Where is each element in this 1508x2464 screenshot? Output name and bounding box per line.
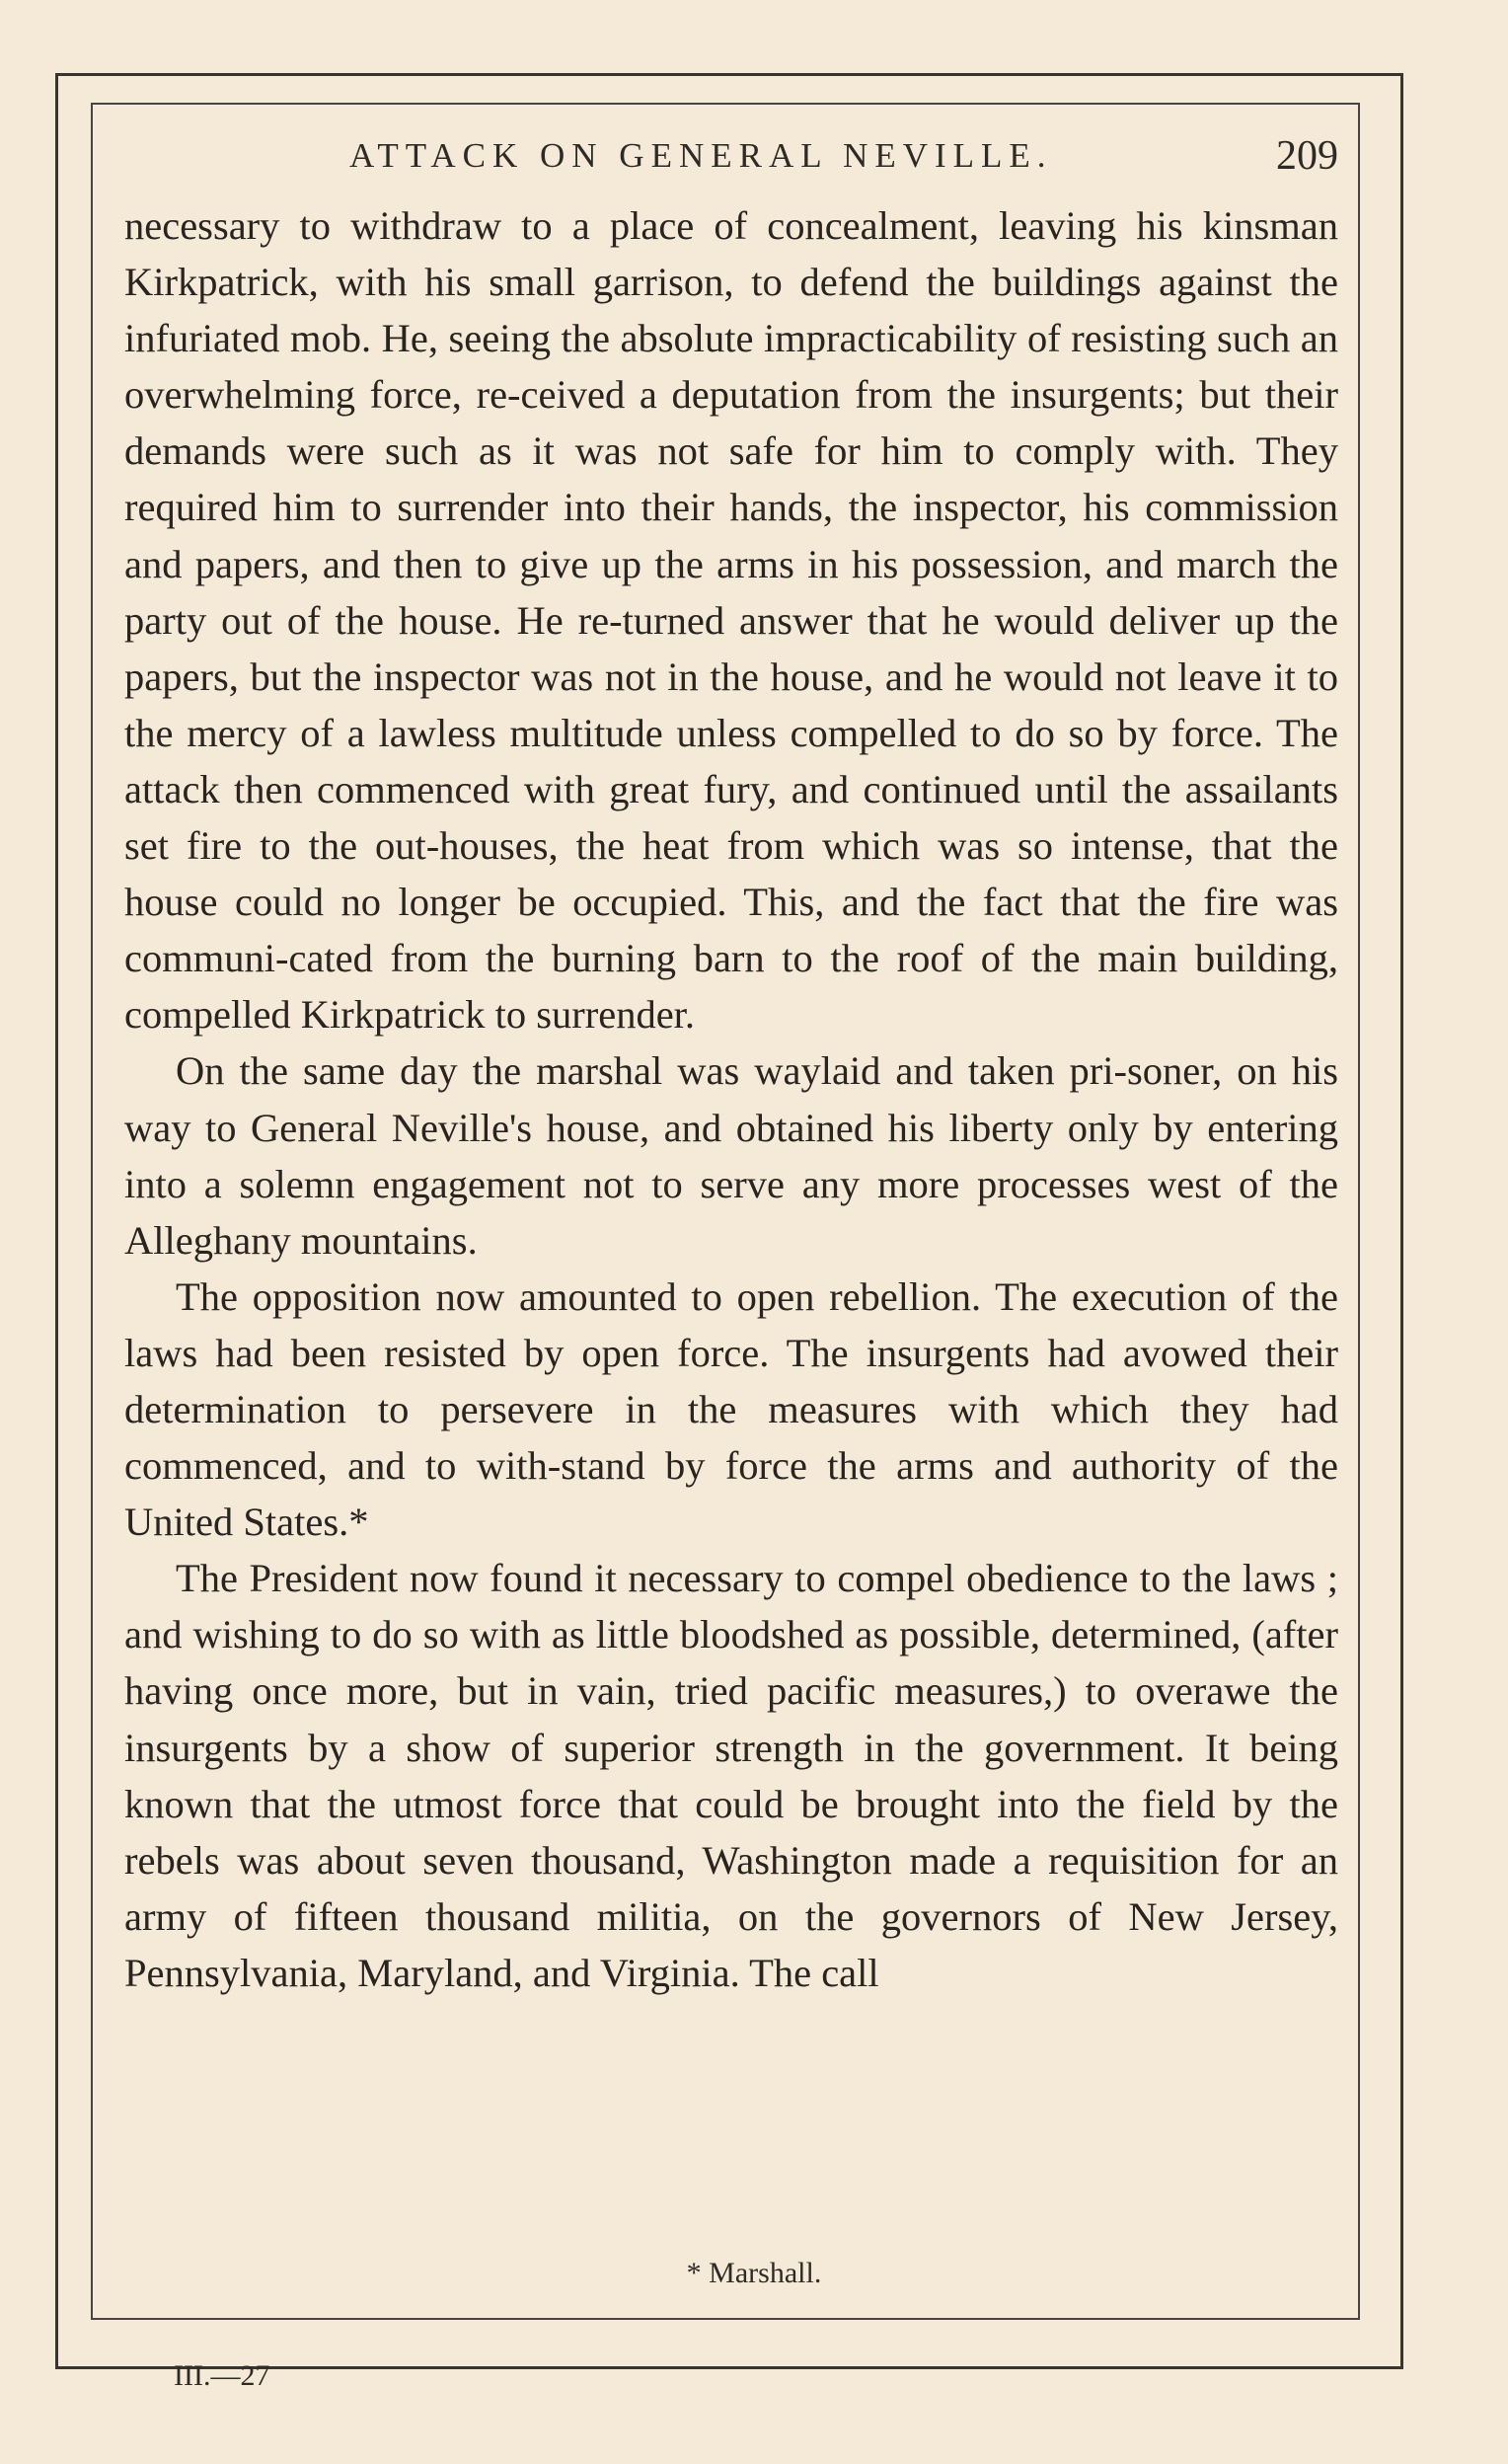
paragraph: The opposition now amounted to open rebellion. The execution of the laws had been resisted by open force. The insurgents had avowed their determination to persevere in the measures with which they had commenced, and to with-stand by force the arms and authority of the United States.* <box>124 1273 1338 1545</box>
paragraph: On the same day the marshal was waylaid and taken pri-soner, on his way to General Neville's house, and obtained his liberty only by entering into a solemn engagement not to serve any more processes west of the Alleghany mountains. <box>124 1048 1338 1263</box>
paragraph: The President now found it necessary to compel obedience to the laws ; and wishing to do so with as little bloodshed as possible, determined, (after having once more, but in vain, tried pacific measures,) to overawe the insurgents by a show of superior strength in the government. It being known that the utmost force that could be brought into the field by the rebels was about seven thousand, Washington made a requisition for an army of fifteen thousand militia, on the governors of New Jersey, Pennsylvania, Maryland, and Virginia. The call <box>124 1556 1338 1995</box>
page-number: 209 <box>1276 133 1338 179</box>
paragraph: necessary to withdraw to a place of concealment, leaving his kinsman Kirkpatrick, with his small garrison, to defend the buildings against the infuriated mob. He, seeing the absolute impracticability of resisting such an overwhelming force, re-ceived a deputation from the insurgents; but their demands were such as it was not safe for him to comply with. They required him to surrender into their hands, the inspector, his commission and papers, and then to give up the arms in his possession, and march the party out of the house. He re-turned answer that he would deliver up the papers, but the inspector was not in the house, and he would not leave it to the mercy of a lawless multitude unless compelled to do so by force. The attack then commenced with great fury, and continued until the assailants set fire to the out-houses, the heat from which was so intense, that the house could no longer be occupied. This, and the fact that the fire was communi-cated from the burning barn to the roof of the main building, compelled Kirkpatrick to surrender. <box>124 203 1338 1038</box>
running-head: ATTACK ON GENERAL NEVILLE. <box>349 136 1053 175</box>
body-text <box>124 197 1338 2001</box>
footnote: * Marshall. <box>686 2257 822 2289</box>
page-header <box>122 128 1338 188</box>
signature-mark: III.—27 <box>174 2359 270 2392</box>
